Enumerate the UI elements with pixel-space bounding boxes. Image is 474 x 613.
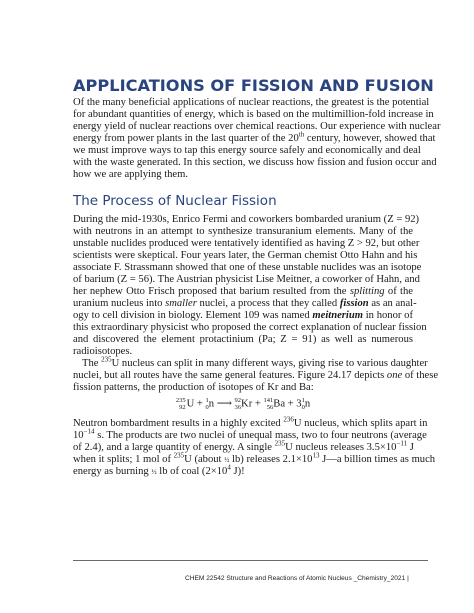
intro-line-7: how we are applying them. <box>73 169 189 180</box>
fission-line-14: nuclei, but all routes have the same general features. Figure 24.17 depicts one of these <box>73 370 439 381</box>
page-footer: CHEM 22542 Structure and Reactions of Atomic Nucleus _Chemistry_2021 | <box>185 575 409 582</box>
fission-line-15: fission patterns, the production of isotopes of Kr and Ba: <box>73 382 314 393</box>
fission-line-6: of barium (Z = 56). The Austrian physicist Lise Meitner, a coworker of Hahn, and <box>73 274 420 285</box>
fission-line-3: unstable nuclides produced were tentatively identified as having Z > 92, but other <box>73 238 420 249</box>
fission-line-5: associate F. Strassmann showed that one of these unstable nuclides was an isotope <box>73 262 422 273</box>
footer-rule <box>73 560 428 561</box>
fission-line-13: The $^{235}$U nucleus can split in many different ways, giving rise to various daughter <box>82 355 428 369</box>
fission-line-8: uranium nucleus into smaller nuclei, a process that they called fission as an anal- <box>73 298 417 309</box>
fission-line-7: her nephew Otto Frisch proposed that barium resulted from the splitting of the <box>73 286 413 297</box>
intro-line-6: with the waste generated. In this section, we discuss how fission and fusion occur and <box>73 157 437 168</box>
section-heading: APPLICATIONS OF FISSION AND FUSION <box>73 76 434 95</box>
fission-line-9: ogy to cell division in biology. Element 109 was named meitnerium in honor of <box>73 310 413 321</box>
fission-line-11: and discovered the element protactinium (Pa; Z = 91) as well as numerous <box>73 334 413 345</box>
intro-line-5: we must improve ways to tap this energy source safely and economically and deal <box>73 145 421 156</box>
after-line-2: $10^{-14}$ s. The products are two nuclei of unequal mass, two to four neutrons (average <box>73 427 427 441</box>
fission-line-12: radioisotopes. <box>73 346 133 357</box>
after-line-4: when it splits; 1 mol of $^{235}$U (about ½ lb) releases $2.1\times 10^{13}$ J—a billion times as much <box>73 451 436 465</box>
fission-line-10: this extraordinary physicist who proposed the correct explanation of nuclear fission <box>73 322 427 333</box>
fission-line-1: During the mid-1930s, Enrico Fermi and coworkers bombarded uranium (Z = 92) <box>73 214 420 225</box>
subsection-heading: The Process of Nuclear Fission <box>73 193 277 209</box>
intro-line-2: for abundant quantities of energy, which is based on the multimillion-fold increase in <box>73 109 434 120</box>
fission-equation: 235 92U + 1 0n ⟶ 92 36Kr + 141 56Ba + 31 0n <box>175 397 311 411</box>
after-line-3: of 2.4), and a large quantity of energy. A single $^{235}$U nucleus releases $3.5\times 10^{-11}$ J <box>73 439 414 453</box>
intro-line-3: energy yield of nuclear reactions over chemical reactions. Our experience with nuclear <box>73 121 441 132</box>
intro-line-4: energy from power plants in the last quarter of the 20th century, however, showed that <box>73 130 436 144</box>
after-line-5: energy as burning ½ lb of coal ($2\times 10^4$ J)! <box>73 463 245 477</box>
fission-line-2: with neutrons in an attempt to synthesize transuranium elements. Many of the <box>73 226 413 237</box>
after-line-1: Neutron bombardment results in a highly excited $^{236}$U nucleus, which splits apart in <box>73 415 428 429</box>
intro-line-1: Of the many beneficial applications of nuclear reactions, the greatest is the potential <box>73 97 430 108</box>
fission-line-4: scientists were skeptical. Four years later, the German chemist Otto Hahn and his <box>73 250 418 261</box>
